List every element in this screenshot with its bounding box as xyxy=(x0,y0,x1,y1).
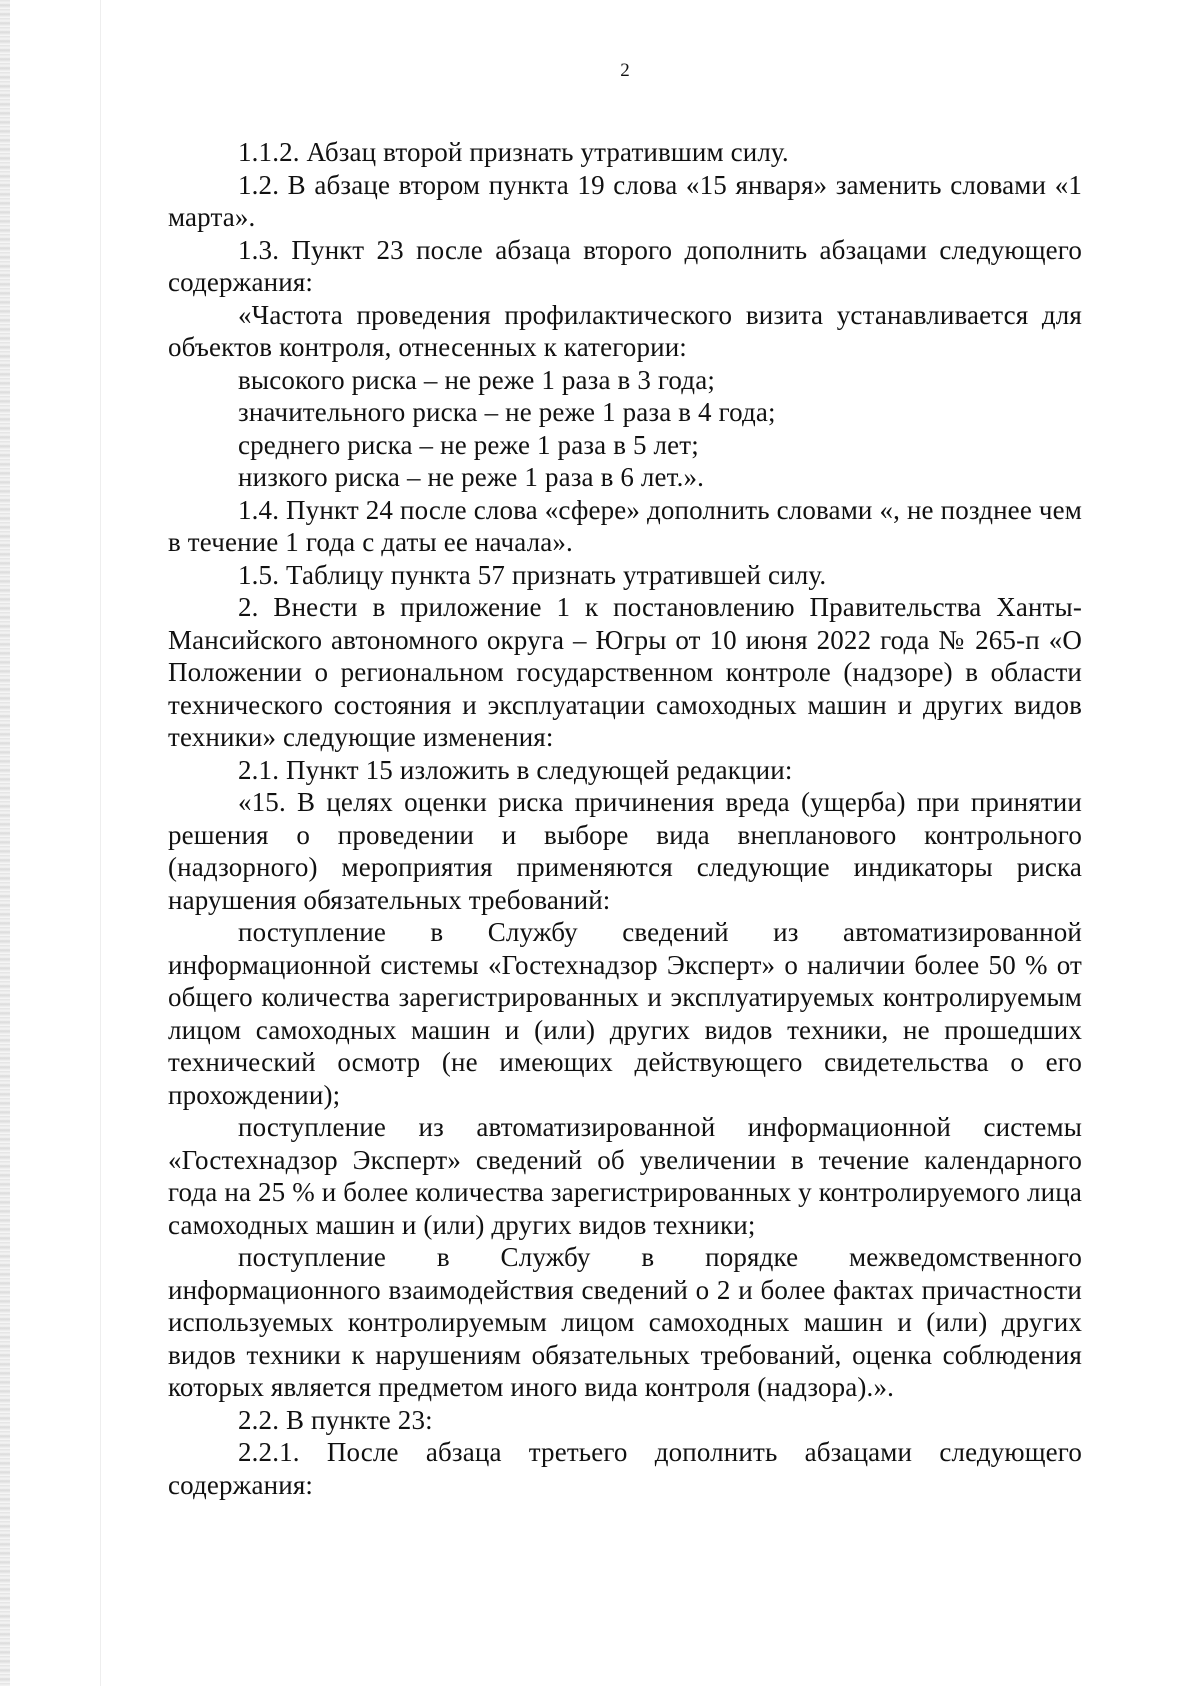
paragraph-1-5: 1.5. Таблицу пункта 57 признать утратившей силу. xyxy=(238,559,827,590)
paragraph-1-3: 1.3. Пункт 23 после абзаца второго дополнить абзацами следующего содержания: xyxy=(168,234,1082,297)
paragraph-indicator-3: поступление в Службу в порядке межведомственного информационного взаимодействия сведений о 2 и более фактах причастности используемых контролируемым лицом самоходных машин и (или) других видов техники к нарушениям обязательных требований, оценка соблюдения которых является предметом иного вида контроля (надзора).». xyxy=(168,1242,1082,1402)
paragraph-1-2: 1.2. В абзаце втором пункта 19 слова «15 января» заменить словами «1 марта». xyxy=(168,169,1082,232)
scan-line xyxy=(100,0,101,1686)
paragraph-high-risk: высокого риска – не реже 1 раза в 3 года; xyxy=(238,364,715,395)
paragraph-2-1: 2.1. Пункт 15 изложить в следующей редакции: xyxy=(238,754,793,785)
page-number: 2 xyxy=(620,60,630,81)
paragraph-low-risk: низкого риска – не реже 1 раза в 6 лет.». xyxy=(238,462,705,492)
scan-edge xyxy=(0,0,10,1686)
paragraph-1-1-2: 1.1.2. Абзац второй признать утратившим силу. xyxy=(238,137,789,167)
paragraph-significant-risk: значительного риска – не реже 1 раза в 4 года; xyxy=(238,397,776,427)
paragraph-medium-risk: среднего риска – не реже 1 раза в 5 лет; xyxy=(238,429,699,460)
paragraph-visit-frequency: «Частота проведения профилактического визита устанавливается для объектов контроля, отнесенных к категории: xyxy=(168,299,1082,362)
paragraph-indicator-1: поступление в Службу сведений из автоматизированной информационной системы «Гостехнадзор Эксперт» о наличии более 50 % от общего количества зарегистрированных и эксплуатируемых контролируемым лицом самоходных машин и (или) других видов техники, не прошедших технический осмотр (не имеющих действующего свидетельства о его прохождении); xyxy=(168,917,1082,1110)
paragraph-2-2: 2.2. В пункте 23: xyxy=(238,1404,433,1435)
paragraph-2-2-1: 2.2.1. После абзаца третьего дополнить абзацами следующего содержания: xyxy=(168,1437,1082,1500)
document-body xyxy=(168,136,1082,1501)
paragraph-indicator-2: поступление из автоматизированной информационной системы «Гостехнадзор Эксперт» сведений об увеличении в течение календарного года на 25 % и более количества зарегистрированных у контролируемого лица самоходных машин и (или) других видов техники; xyxy=(168,1112,1082,1240)
paragraph-2: 2. Внести в приложение 1 к постановлению Правительства Ханты-Мансийского автономного округа – Югры от 10 июня 2022 года № 265-п «О Положении о региональном государственном контроле (надзоре) в области технического состояния и эксплуатации самоходных машин и других видов техники» следующие изменения: xyxy=(168,592,1082,752)
paragraph-1-4: 1.4. Пункт 24 после слова «сфере» дополнить словами «, не позднее чем в течение 1 года с даты ее начала». xyxy=(168,494,1082,557)
paragraph-15-risk-assessment: «15. В целях оценки риска причинения вреда (ущерба) при принятии решения о проведении и выборе вида внепланового контрольного (надзорного) мероприятия применяются следующие индикаторы риска нарушения обязательных требований: xyxy=(168,787,1082,915)
